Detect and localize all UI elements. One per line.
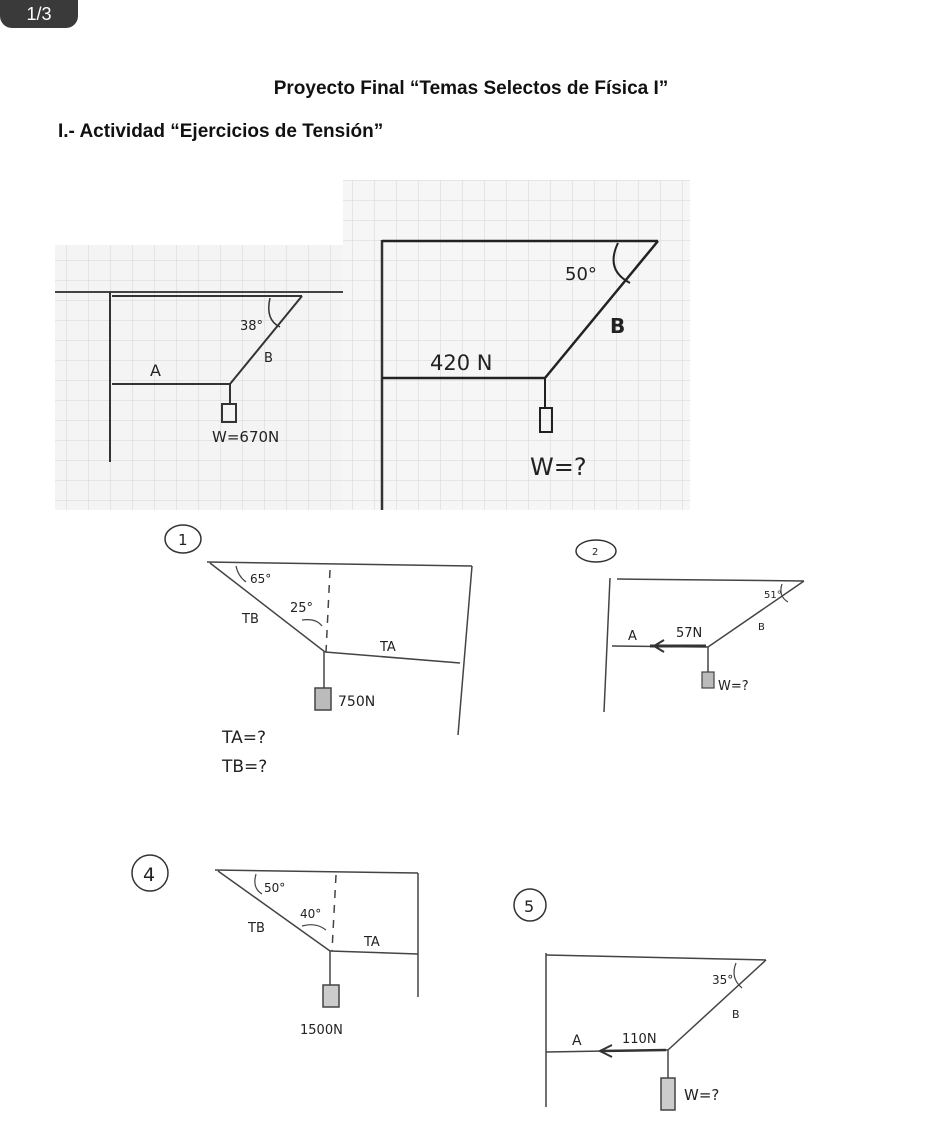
problem-4-weight: 1500N [300,1023,343,1038]
problem-a-weight: W=670N [212,428,280,446]
problem-5-number: 5 [524,897,535,916]
problem-5-tension: 110N [622,1032,657,1047]
problem-1-label-ta: TA [380,640,396,655]
problem-1-number: 1 [178,531,188,549]
problem-b-weight: W=? [530,453,587,481]
problem-2-weight: W=? [718,679,749,694]
problem-a-angle: 38° [240,319,264,334]
problem-4-number: 4 [143,864,156,886]
problem-4-label-ta: TA [364,935,380,950]
problem-1-angle-mid: 25° [290,601,314,616]
problem-1-angle-top: 65° [250,572,272,586]
page-indicator: 1/3 [0,0,78,28]
problem-a-diagram [55,245,345,510]
problem-5-label-a: A [572,1033,582,1049]
problem-2-diagram [576,540,804,712]
problem-2-label-b: B [758,622,765,633]
problem-5-angle: 35° [712,973,734,987]
problem-5-label-b: B [732,1008,740,1021]
problem-5-weight: W=? [684,1086,720,1104]
problem-b-angle: 50° [565,264,597,285]
problem-1-diagram [165,525,472,777]
problem-1-label-tb: TB [242,612,259,627]
problem-b-label-b: B [610,314,626,338]
problem-1-question-ta: TA=? [222,728,266,748]
problem-2-angle: 51° [764,590,782,601]
problem-1-weight: 750N [338,694,376,710]
problem-4-angle-top: 50° [264,881,286,895]
problem-2-number: 2 [592,547,599,558]
problem-a-label-b: B [264,351,273,366]
problem-b-tension: 420 N [430,351,493,375]
problem-4-angle-mid: 40° [300,907,322,921]
problem-5-diagram [514,889,766,1110]
problem-2-tension: 57N [676,626,703,641]
problem-4-diagram [132,855,418,1038]
document-title: Proyecto Final “Temas Selectos de Física I” [273,78,669,99]
problem-b-diagram [343,180,690,510]
section-heading: I.- Actividad “Ejercicios de Tensión” [58,121,384,142]
problem-1-question-tb: TB=? [222,757,268,777]
problem-2-label-a: A [628,629,637,644]
problem-a-label-a: A [150,361,161,380]
problem-4-label-tb: TB [248,921,265,936]
